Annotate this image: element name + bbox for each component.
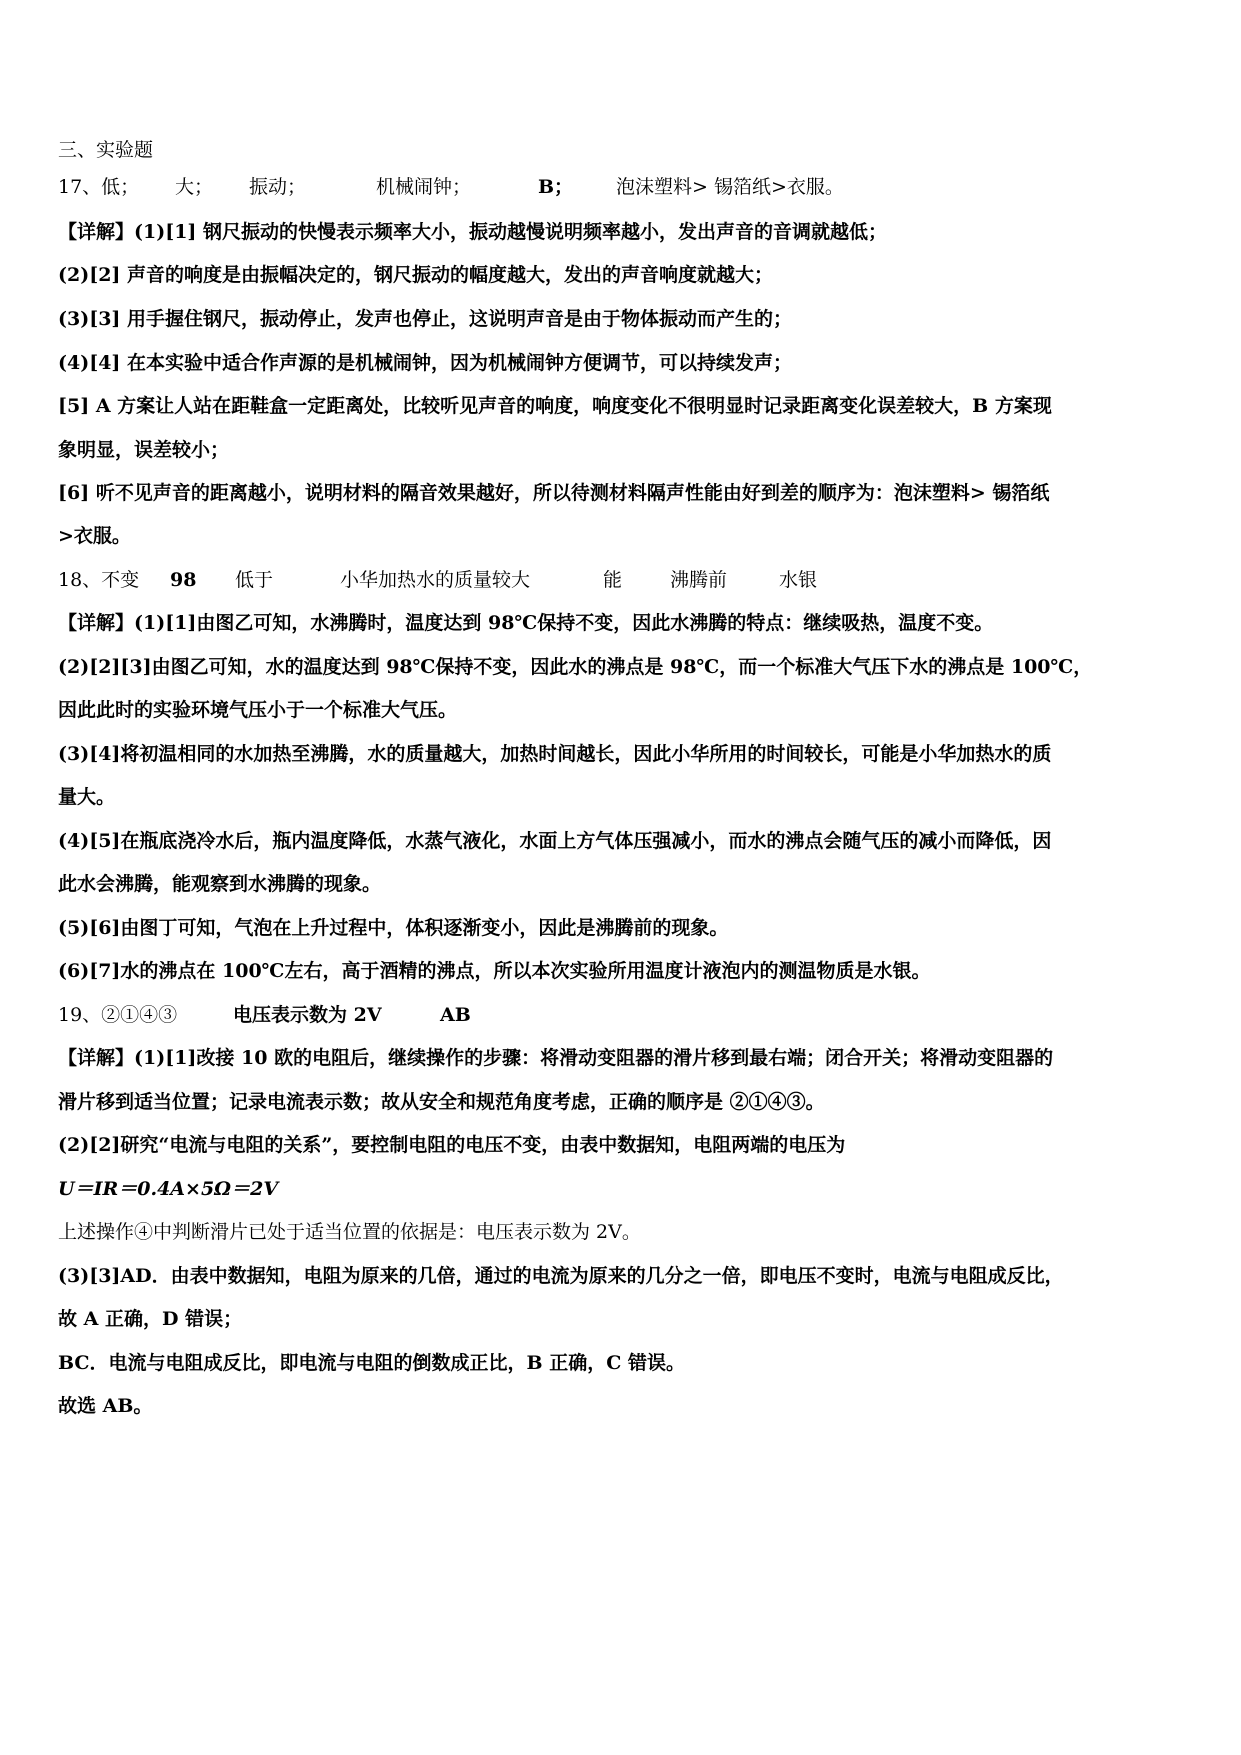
q19-explain-line: (3)[3]AD．由表中数据知，电阻为原来的几倍，通过的电流为原来的几分之一倍，即电压不变时，电流与电阻成反比， (58, 1265, 1064, 1287)
q18-answer-7: 水银 (779, 569, 818, 591)
q17-explain-line: [6] 听不见声音的距离越小，说明材料的隔音效果越好，所以待测材料隔声性能由好到差的顺序为：泡沫塑料> 锡箔纸 (58, 482, 1050, 504)
q19-explain-line: 【详解】(1)[1]改接 10 欧的电阻后，继续操作的步骤：将滑动变阻器的滑片移到最右端；闭合开关；将滑动变阻器的 (58, 1047, 1054, 1069)
q17-explain-line: (3)[3] 用手握住钢尺，振动停止，发声也停止，这说明声音是由于物体振动而产生的； (58, 308, 793, 330)
q18-explain-line: (3)[4]将初温相同的水加热至沸腾，水的质量越大，加热时间越长，因此小华所用的时间较长，可能是小华加热水的质 (58, 743, 1052, 765)
q17-answer-4: 机械闹钟； (376, 176, 472, 198)
q19-explain-line: 故 A 正确，D 错误； (58, 1308, 243, 1330)
q18-explain-line: (2)[2][3]由图乙可知，水的温度达到 98℃保持不变，因此水的沸点是 98℃，而一个标准大气压下水的沸点是 100℃， (58, 656, 1093, 678)
q17-answer-1: 17、低； (58, 176, 140, 198)
q17-answer-6: 泡沫塑料> 锡箔纸>衣服。 (616, 176, 844, 198)
q18-explain-line: 因此此时的实验环境气压小于一个标准大气压。 (58, 699, 458, 721)
q18-answer-1: 18、不变 (58, 569, 140, 591)
q17-explain-line: 【详解】(1)[1] 钢尺振动的快慢表示频率大小，振动越慢说明频率越小，发出声音的音调就越低； (58, 221, 888, 243)
q18-answer-2: 98 (170, 569, 197, 591)
q19-explain-line: 故选 AB。 (58, 1395, 153, 1417)
q19-answer-2: 电压表示数为 2V (233, 1004, 382, 1026)
q18-explain-line: 量大。 (58, 786, 116, 808)
q19-explain-line: (2)[2]研究“电流与电阻的关系”，要控制电阻的电压不变，由表中数据知，电阻两端的电压为 (58, 1134, 846, 1156)
q19-answer-3: AB (440, 1004, 471, 1026)
q17-explain-line: [5] A 方案让人站在距鞋盒一定距离处，比较听见声音的响度，响度变化不很明显时记录距离变化误差较大，B 方案现 (58, 395, 1052, 417)
q17-explain-line: 象明显，误差较小； (58, 439, 230, 461)
q17-explain-line: (4)[4] 在本实验中适合作声源的是机械闹钟，因为机械闹钟方便调节，可以持续发声； (58, 352, 793, 374)
q18-explain-line: 此水会沸腾，能观察到水沸腾的现象。 (58, 873, 382, 895)
q17-answer-2: 大； (175, 176, 214, 198)
q18-explain-line: 【详解】(1)[1]由图乙可知，水沸腾时，温度达到 98℃保持不变，因此水沸腾的特点：继续吸热，温度不变。 (58, 612, 994, 634)
q19-explain-line: BC．电流与电阻成反比，即电流与电阻的倒数成正比，B 正确，C 错误。 (58, 1352, 685, 1374)
q19-answer-1: 19、②①④③ (58, 1004, 178, 1026)
q17-answer-3: 振动； (249, 176, 307, 198)
q17-answer-5: B； (538, 176, 574, 198)
q17-explain-line: >衣服。 (58, 525, 131, 547)
q19-explain-line: 滑片移到适当位置；记录电流表示数；故从安全和规范角度考虑，正确的顺序是 ②①④③。 (58, 1091, 825, 1113)
q18-explain-line: (5)[6]由图丁可知，气泡在上升过程中，体积逐渐变小，因此是沸腾前的现象。 (58, 917, 729, 939)
q18-explain-line: (4)[5]在瓶底浇冷水后，瓶内温度降低，水蒸气液化，水面上方气体压强减小，而水的沸点会随气压的减小而降低，因 (58, 830, 1052, 852)
q18-explain-line: (6)[7]水的沸点在 100℃左右，高于酒精的沸点，所以本次实验所用温度计液泡内的测温物质是水银。 (58, 960, 931, 982)
q18-answer-3: 低于 (235, 569, 274, 591)
q19-explain-line: 上述操作④中判断滑片已处于适当位置的依据是：电压表示数为 2V。 (58, 1221, 641, 1243)
q18-answer-4: 小华加热水的质量较大 (340, 569, 531, 591)
q18-answer-5: 能 (603, 569, 623, 591)
q17-explain-line: (2)[2] 声音的响度是由振幅决定的，钢尺振动的幅度越大，发出的声音响度就越大； (58, 264, 774, 286)
q18-answer-6: 沸腾前 (670, 569, 728, 591)
section-title: 三、实验题 (58, 139, 154, 161)
q19-equation: U＝IR＝0.4A×5Ω＝2V (58, 1178, 279, 1200)
